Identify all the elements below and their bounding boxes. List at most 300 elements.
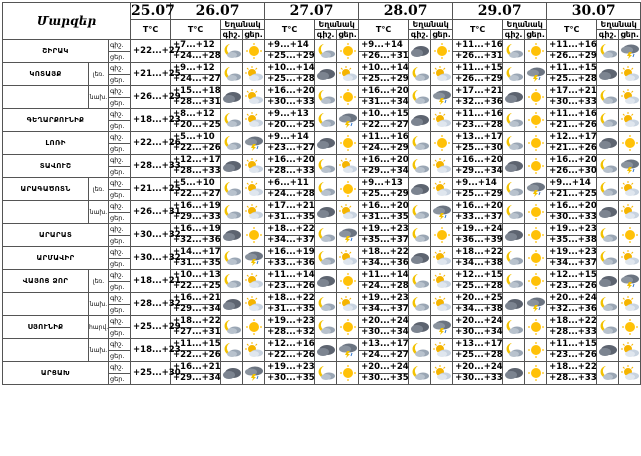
cloud-icon [503, 296, 524, 312]
temp-header: T°C [171, 20, 221, 40]
day-label: ցեր. [109, 120, 131, 132]
thunderstorm-icon [525, 181, 546, 197]
sun-icon [337, 365, 358, 381]
night-temperature: +20...+24 [359, 362, 409, 374]
night-temperature: +20...+24 [453, 316, 503, 328]
region-name: ԱՐՑԱԽ [3, 362, 109, 385]
thunderstorm-icon [337, 112, 358, 128]
day-temperature: +22...+26 [265, 350, 315, 362]
day-temperature: +26...+31 [453, 51, 503, 63]
sun-icon [525, 273, 546, 289]
cloud-icon [409, 43, 430, 59]
subregion-label: լեռ. [89, 270, 109, 293]
sun-icon [431, 135, 452, 151]
night-cloud-icon [315, 158, 336, 174]
day-temperature: +21...+25 [547, 189, 597, 201]
day-temperature: +26...+31 [359, 51, 409, 63]
day-temperature: +29...+34 [171, 304, 221, 316]
weather-header: Եղանակ [503, 20, 547, 30]
temperature-range: +18...+21 [131, 270, 171, 293]
day-temperature: +34...+37 [265, 235, 315, 247]
sun-icon [525, 204, 546, 220]
temperature-range: +30...+32 [131, 224, 171, 247]
day-temperature: +22...+26 [171, 350, 221, 362]
thunderstorm-icon [619, 273, 640, 289]
night-temperature: +9...+14 [547, 178, 597, 190]
partly-cloudy-icon [337, 66, 358, 82]
partly-cloudy-icon [619, 296, 640, 312]
night-label: գիշ. [109, 40, 131, 52]
cloud-icon [503, 158, 524, 174]
day-temperature: +32...+36 [171, 235, 221, 247]
day-temperature: +24...+28 [265, 189, 315, 201]
night-cloud-icon [409, 296, 430, 312]
region-name: ՇԻՐԱԿ [3, 40, 109, 63]
day-temperature: +32...+36 [547, 304, 597, 316]
subregion-label: լեռ. [89, 63, 109, 86]
sun-icon [525, 158, 546, 174]
thunderstorm-icon [525, 296, 546, 312]
region-name [3, 293, 89, 316]
night-cloud-icon [221, 112, 242, 128]
partly-cloudy-icon [337, 296, 358, 312]
date-header: 30.07 [547, 3, 641, 20]
sun-icon [525, 227, 546, 243]
night-temperature: +12...+17 [547, 132, 597, 144]
night-label: գիշ. [109, 201, 131, 213]
thunderstorm-icon [431, 204, 452, 220]
night-temperature: +20...+24 [453, 362, 503, 374]
night-cloud-icon [221, 342, 242, 358]
night-cloud-icon [315, 296, 336, 312]
temperature-range: +18...+23 [131, 339, 171, 362]
day-temperature: +25...+28 [453, 350, 503, 362]
sun-icon [337, 319, 358, 335]
night-temperature: +11...+16 [547, 109, 597, 121]
table-row [3, 132, 641, 144]
date-header: 25.07 [131, 3, 175, 19]
subregion-label: նախ. [89, 339, 109, 362]
region-name: ԱՐԱԳԱԾՈՏՆ [3, 178, 89, 201]
partly-cloudy-icon [619, 181, 640, 197]
table-row [3, 224, 641, 236]
night-cloud-icon [409, 66, 430, 82]
day-temperature: +24...+29 [359, 143, 409, 155]
day-temperature: +34...+38 [453, 258, 503, 270]
night-temperature: +18...+22 [265, 293, 315, 305]
day-abbr: ցեր. [620, 30, 639, 39]
night-temperature: +12...+15 [453, 270, 503, 282]
thunderstorm-icon [337, 227, 358, 243]
cloud-icon [221, 158, 242, 174]
night-cloud-icon [409, 227, 430, 243]
night-temperature: +9...+14 [265, 132, 315, 144]
day-temperature: +25...+28 [453, 281, 503, 293]
day-abbr: ցեր. [338, 30, 357, 39]
temperature-range: +26...+31 [131, 201, 171, 224]
temperature-range: +28...+33 [131, 155, 171, 178]
table-row [3, 155, 641, 167]
night-temperature: +12...+17 [171, 155, 221, 167]
night-label: գիշ. [109, 63, 131, 75]
cloud-icon [221, 296, 242, 312]
night-cloud-icon [409, 365, 430, 381]
night-temperature: +5...+10 [171, 178, 221, 190]
night-cloud-icon [315, 89, 336, 105]
partly-cloudy-icon [337, 158, 358, 174]
day-temperature: +29...+33 [171, 212, 221, 224]
night-cloud-icon [597, 365, 618, 381]
night-temperature: +16...+19 [265, 247, 315, 259]
partly-cloudy-icon [337, 250, 358, 266]
partly-cloudy-icon [619, 89, 640, 105]
night-cloud-icon [503, 43, 524, 59]
day-temperature: +30...+33 [547, 212, 597, 224]
temperature-range: +18...+23 [131, 109, 171, 132]
day-temperature: +23...+28 [453, 120, 503, 132]
day-temperature: +22...+27 [359, 120, 409, 132]
day-temperature: +24...+28 [359, 281, 409, 293]
region-name: ՍՅՈՒՆԻՔ [3, 316, 89, 339]
day-temperature: +27...+31 [171, 327, 221, 339]
region-name: ԱՐՄԱՎԻՐ [3, 247, 109, 270]
night-temperature: +16...+20 [547, 201, 597, 213]
day-temperature: +28...+33 [547, 373, 597, 385]
night-cloud-icon [503, 342, 524, 358]
night-temperature: +8...+12 [171, 109, 221, 121]
partly-cloudy-icon [243, 204, 264, 220]
night-temperature: +12...+16 [265, 339, 315, 351]
day-temperature: +29...+34 [359, 166, 409, 178]
day-temperature: +35...+37 [359, 235, 409, 247]
day-temperature: +21...+26 [547, 120, 597, 132]
partly-cloudy-icon [243, 342, 264, 358]
day-temperature: +31...+34 [359, 97, 409, 109]
day-temperature: +31...+35 [265, 304, 315, 316]
night-label: գիշ. [109, 247, 131, 259]
day-temperature: +21...+26 [547, 143, 597, 155]
subregion-label: նախ. [89, 86, 109, 109]
night-cloud-icon [221, 273, 242, 289]
sun-icon [525, 250, 546, 266]
night-temperature: +16...+20 [265, 86, 315, 98]
night-temperature: +17...+21 [453, 86, 503, 98]
region-name: ԼՈՌԻ [3, 132, 109, 155]
night-label: գիշ. [109, 132, 131, 144]
table-row [3, 247, 641, 259]
day-temperature: +33...+36 [265, 258, 315, 270]
partly-cloudy-icon [243, 89, 264, 105]
night-cloud-icon [503, 112, 524, 128]
weather-header: Եղանակ [409, 20, 453, 30]
night-temperature: +15...+18 [171, 86, 221, 98]
night-cloud-icon [597, 296, 618, 312]
day-label: ցեր. [109, 235, 131, 247]
date-header: 29.07 [453, 3, 547, 20]
partly-cloudy-icon [619, 112, 640, 128]
night-cloud-icon [221, 250, 242, 266]
region-name: ԱՐԱՐԱՏ [3, 224, 109, 247]
cloud-icon [409, 181, 430, 197]
weather-header: Եղանակ [221, 20, 265, 30]
forecast-table [2, 2, 641, 385]
partly-cloudy-icon [243, 66, 264, 82]
cloud-icon [597, 204, 618, 220]
day-temperature: +28...+31 [171, 97, 221, 109]
sun-icon [525, 89, 546, 105]
day-label: ցեր. [109, 166, 131, 178]
night-temperature: +11...+16 [359, 132, 409, 144]
day-temperature: +25...+29 [359, 189, 409, 201]
day-temperature: +25...+28 [547, 74, 597, 86]
night-temperature: +9...+12 [171, 63, 221, 75]
weather-header: Եղանակ [315, 20, 359, 30]
day-temperature: +23...+26 [265, 281, 315, 293]
temperature-range: +25...+30 [131, 362, 171, 385]
night-cloud-icon [597, 227, 618, 243]
day-temperature: +23...+26 [547, 281, 597, 293]
night-cloud-icon [503, 204, 524, 220]
day-temperature: +30...+33 [453, 373, 503, 385]
day-temperature: +25...+29 [265, 51, 315, 63]
night-temperature: +11...+15 [171, 339, 221, 351]
night-temperature: +11...+16 [453, 40, 503, 52]
day-temperature: +30...+34 [453, 327, 503, 339]
night-temperature: +17...+21 [265, 201, 315, 213]
day-temperature: +28...+32 [265, 327, 315, 339]
night-label: գիշ. [109, 362, 131, 374]
night-temperature: +17...+21 [547, 86, 597, 98]
temperature-range: +22...+26 [131, 132, 171, 155]
sun-icon [243, 43, 264, 59]
night-temperature: +6...+11 [265, 178, 315, 190]
night-cloud-icon [597, 112, 618, 128]
night-label: գիշ. [109, 293, 131, 305]
sun-icon [525, 342, 546, 358]
day-label: ցեր. [109, 97, 131, 109]
night-temperature: +16...+21 [171, 362, 221, 374]
day-temperature: +31...+35 [359, 212, 409, 224]
night-cloud-icon [503, 181, 524, 197]
night-cloud-icon [315, 181, 336, 197]
cloud-icon [503, 365, 524, 381]
night-temperature: +18...+22 [265, 224, 315, 236]
day-label: ցեր. [109, 304, 131, 316]
cloud-icon [221, 365, 242, 381]
night-cloud-icon [221, 43, 242, 59]
day-temperature: +30...+34 [359, 327, 409, 339]
night-temperature: +11...+14 [265, 270, 315, 282]
night-abbr: գիշ. [503, 30, 525, 40]
night-temperature: +7...+12 [171, 40, 221, 52]
sun-icon [337, 89, 358, 105]
day-temperature: +23...+27 [265, 143, 315, 155]
day-abbr: ցեր. [244, 30, 263, 39]
table-row [3, 316, 641, 328]
day-temperature: +26...+29 [547, 51, 597, 63]
table-row [3, 362, 641, 374]
sun-icon [337, 135, 358, 151]
day-temperature: +30...+35 [359, 373, 409, 385]
sun-icon [619, 135, 640, 151]
night-abbr: գիշ. [221, 30, 243, 40]
sun-icon [243, 319, 264, 335]
temperature-range: +26...+29 [131, 86, 171, 109]
cloud-icon [221, 89, 242, 105]
day-temperature: +34...+37 [547, 258, 597, 270]
day-temperature: +25...+29 [359, 74, 409, 86]
table-row [3, 40, 641, 52]
day-temperature: +33...+37 [453, 212, 503, 224]
night-label: գիշ. [109, 224, 131, 236]
night-label: գիշ. [109, 178, 131, 190]
partly-cloudy-icon [619, 365, 640, 381]
partly-cloudy-icon [431, 112, 452, 128]
night-temperature: +20...+24 [359, 316, 409, 328]
day-temperature: +34...+36 [359, 258, 409, 270]
night-label: գիշ. [109, 339, 131, 351]
night-cloud-icon [597, 43, 618, 59]
night-temperature: +18...+22 [547, 316, 597, 328]
night-temperature: +9...+13 [359, 178, 409, 190]
day-temperature: +20...+25 [171, 120, 221, 132]
night-cloud-icon [503, 273, 524, 289]
day-temperature: +36...+39 [453, 235, 503, 247]
night-temperature: +9...+14 [359, 40, 409, 52]
day-label: ցեր. [109, 74, 131, 86]
cloud-icon [315, 204, 336, 220]
partly-cloudy-icon [431, 250, 452, 266]
partly-cloudy-icon [243, 181, 264, 197]
subregion-label: նախ. [89, 293, 109, 316]
day-temperature: +25...+30 [453, 143, 503, 155]
night-cloud-icon [315, 112, 336, 128]
partly-cloudy-icon [619, 250, 640, 266]
night-temperature: +19...+23 [265, 362, 315, 374]
cloud-icon [409, 250, 430, 266]
temperature-range: +30...+32 [131, 247, 171, 270]
day-label: ցեր. [109, 281, 131, 293]
night-temperature: +9...+14 [453, 178, 503, 190]
sun-icon [431, 43, 452, 59]
day-label: ցեր. [109, 373, 131, 385]
cloud-icon [409, 319, 430, 335]
night-temperature: +16...+20 [359, 86, 409, 98]
night-temperature: +19...+23 [265, 316, 315, 328]
day-label: ցեր. [109, 327, 131, 339]
day-temperature: +22...+25 [171, 281, 221, 293]
night-temperature: +18...+22 [547, 362, 597, 374]
region-name [3, 201, 89, 224]
night-label: գիշ. [109, 109, 131, 121]
night-temperature: +16...+20 [359, 201, 409, 213]
night-temperature: +16...+20 [453, 201, 503, 213]
night-cloud-icon [503, 250, 524, 266]
night-temperature: +10...+13 [171, 270, 221, 282]
subregion-label: նախ. [89, 201, 109, 224]
night-temperature: +11...+16 [547, 40, 597, 52]
day-temperature: +25...+28 [265, 74, 315, 86]
partly-cloudy-icon [243, 296, 264, 312]
night-temperature: +13...+17 [453, 339, 503, 351]
sun-icon [243, 227, 264, 243]
cloud-icon [315, 66, 336, 82]
night-label: գիշ. [109, 316, 131, 328]
cloud-icon [597, 66, 618, 82]
subregion-label: հարվ. [89, 316, 109, 339]
partly-cloudy-icon [431, 365, 452, 381]
weather-header: Եղանակ [597, 20, 641, 30]
night-temperature: +18...+22 [171, 316, 221, 328]
night-abbr: գիշ. [409, 30, 431, 40]
night-temperature: +14...+17 [171, 247, 221, 259]
night-temperature: +19...+23 [359, 224, 409, 236]
thunderstorm-icon [337, 342, 358, 358]
night-cloud-icon [315, 250, 336, 266]
region-name: ՎԱՅՈՑ ՁՈՐ [3, 270, 89, 293]
night-cloud-icon [221, 66, 242, 82]
day-temperature: +20...+25 [265, 120, 315, 132]
cloud-icon [597, 135, 618, 151]
temperature-range: +22...+27 [131, 40, 171, 63]
night-temperature: +16...+19 [171, 201, 221, 213]
sun-icon [337, 273, 358, 289]
day-temperature: +34...+37 [359, 304, 409, 316]
partly-cloudy-icon [431, 66, 452, 82]
thunderstorm-icon [243, 365, 264, 381]
night-cloud-icon [597, 250, 618, 266]
night-temperature: +11...+14 [359, 270, 409, 282]
temp-header: T°C [547, 20, 597, 40]
night-cloud-icon [409, 135, 430, 151]
night-temperature: +20...+24 [547, 293, 597, 305]
night-cloud-icon [597, 89, 618, 105]
partly-cloudy-icon [431, 296, 452, 312]
night-label: գիշ. [109, 270, 131, 282]
night-temperature: +13...+17 [453, 132, 503, 144]
day-temperature: +32...+36 [453, 97, 503, 109]
partly-cloudy-icon [243, 158, 264, 174]
cloud-icon [503, 227, 524, 243]
night-temperature: +19...+24 [453, 224, 503, 236]
regions-header: Մարզեր [3, 3, 131, 40]
night-label: գիշ. [109, 155, 131, 167]
sun-icon [525, 319, 546, 335]
night-temperature: +11...+16 [453, 109, 503, 121]
day-temperature: +28...+33 [547, 327, 597, 339]
table-row [3, 178, 641, 190]
night-temperature: +11...+15 [547, 63, 597, 75]
night-cloud-icon [221, 181, 242, 197]
sun-icon [619, 319, 640, 335]
night-cloud-icon [409, 204, 430, 220]
day-label: ցեր. [109, 350, 131, 362]
thunderstorm-icon [243, 135, 264, 151]
day-temperature: +30...+33 [547, 97, 597, 109]
partly-cloudy-icon [619, 342, 640, 358]
cloud-icon [409, 112, 430, 128]
night-temperature: +10...+14 [265, 63, 315, 75]
cloud-icon [315, 135, 336, 151]
night-cloud-icon [315, 319, 336, 335]
night-temperature: +13...+17 [359, 339, 409, 351]
day-temperature: +30...+35 [265, 373, 315, 385]
table-row [3, 63, 641, 75]
night-temperature: +19...+23 [547, 224, 597, 236]
night-temperature: +10...+14 [359, 63, 409, 75]
temp-header: T°C [359, 20, 409, 40]
day-temperature: +24...+27 [359, 350, 409, 362]
